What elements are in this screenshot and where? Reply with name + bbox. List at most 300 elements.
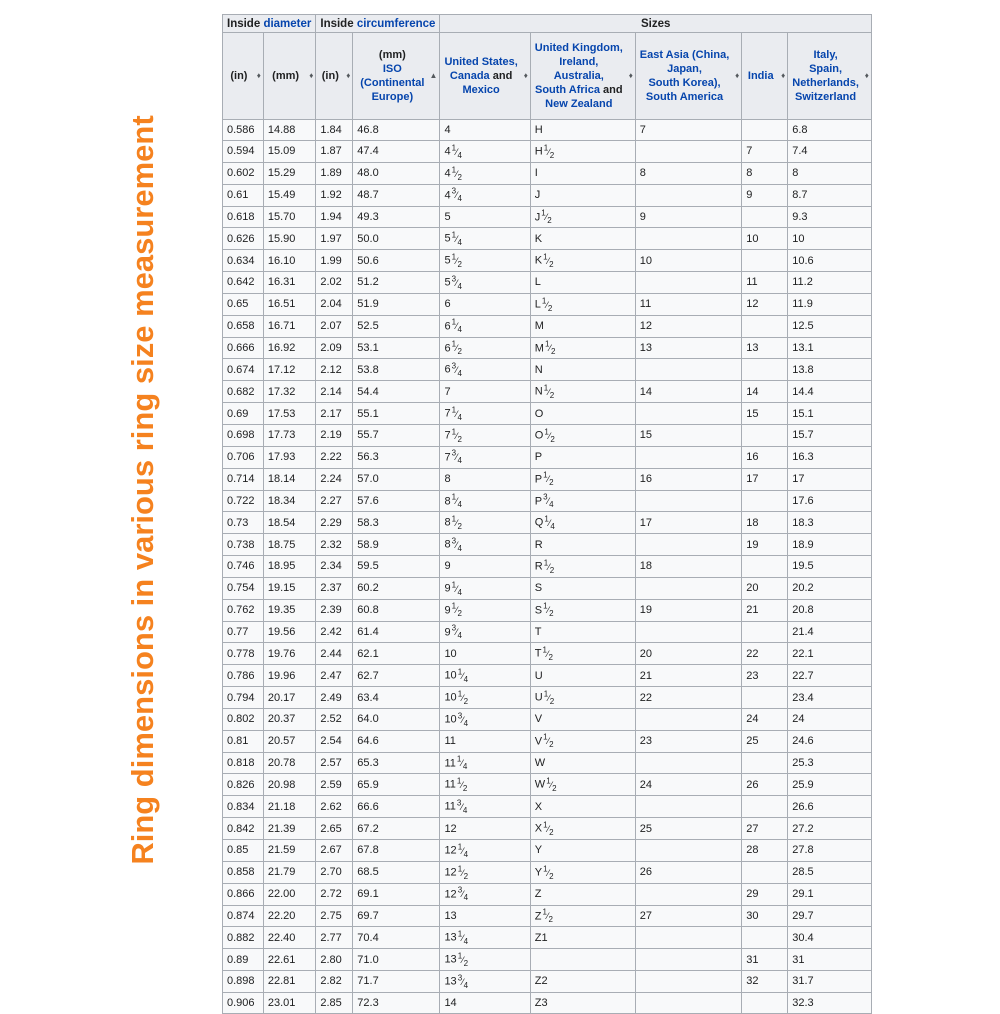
cell: 48.0 (353, 162, 440, 184)
cell: $10^1⁄_4$ (440, 665, 530, 687)
cell: 8 (440, 468, 530, 490)
cell (742, 687, 788, 709)
cell (635, 621, 741, 643)
cell: 2.29 (316, 512, 353, 534)
cell: 0.826 (223, 774, 264, 796)
table-row (223, 315, 872, 337)
cell: 55.7 (353, 424, 440, 446)
cell: 71.7 (353, 971, 440, 993)
column-header-7[interactable] (742, 33, 788, 120)
cell: 13.1 (788, 337, 872, 359)
cell: 67.2 (353, 818, 440, 840)
cell: 26 (635, 861, 741, 883)
cell (742, 206, 788, 228)
table-row (223, 927, 872, 949)
cell: 0.602 (223, 162, 264, 184)
sortable-icon[interactable]: ♦ (309, 71, 314, 80)
cell: 15.1 (788, 403, 872, 425)
cell: 0.81 (223, 730, 264, 752)
cell: 12 (635, 315, 741, 337)
fraction: $^1⁄_4$ (451, 143, 462, 160)
header-link[interactable]: Mexico (462, 84, 500, 96)
cell (635, 403, 741, 425)
cell: 24 (788, 708, 872, 730)
cell: 2.75 (316, 905, 353, 927)
cell: $13^1⁄_4$ (440, 927, 530, 949)
header-link[interactable]: Spain, (809, 63, 843, 75)
fraction: $^1⁄_2$ (543, 820, 554, 837)
cell: 2.19 (316, 424, 353, 446)
cell: 29 (742, 883, 788, 905)
cell: 10 (788, 228, 872, 250)
cell: 18.14 (263, 468, 316, 490)
cell: 2.49 (316, 687, 353, 709)
cell: 22.81 (263, 971, 316, 993)
cell: 11 (742, 272, 788, 294)
header-link[interactable]: United States, (444, 56, 518, 68)
header-link[interactable]: circumference (356, 17, 436, 30)
header-link[interactable]: East Asia (China, (639, 49, 730, 61)
column-header-0[interactable] (223, 33, 264, 120)
cell: 21.4 (788, 621, 872, 643)
table-row (223, 949, 872, 971)
header-line (535, 41, 623, 55)
fraction: $^1⁄_2$ (457, 863, 469, 881)
header-line (640, 62, 729, 76)
cell: 62.1 (353, 643, 440, 665)
cell: 0.618 (223, 206, 264, 228)
sortable-icon[interactable]: ♦ (628, 71, 633, 80)
cell: 0.77 (223, 621, 264, 643)
cell: 62.7 (353, 665, 440, 687)
table-row (223, 577, 872, 599)
cell: 19.76 (263, 643, 316, 665)
cell (635, 141, 741, 163)
cell: 1.92 (316, 184, 353, 206)
cell: Z2 (530, 971, 635, 993)
cell: 2.17 (316, 403, 353, 425)
column-header-3[interactable] (353, 33, 440, 120)
cell: 21.39 (263, 818, 316, 840)
cell: 27.8 (788, 840, 872, 862)
cell: 2.32 (316, 534, 353, 556)
cell: 0.73 (223, 512, 264, 534)
cell: 18 (635, 556, 741, 578)
fraction: $^3⁄_4$ (451, 448, 462, 466)
fraction: $^1⁄_2$ (543, 143, 555, 160)
table-row (223, 162, 872, 184)
cell: 8.7 (788, 184, 872, 206)
cell: 0.674 (223, 359, 264, 381)
cell: 8 (635, 162, 741, 184)
cell: $V^1⁄_2$ (530, 730, 635, 752)
cell: 2.14 (316, 381, 353, 403)
cell: $13^1⁄_2$ (440, 949, 530, 971)
cell: 0.906 (223, 992, 264, 1013)
cell: $Q^1⁄_4$ (530, 512, 635, 534)
header-line (640, 90, 729, 104)
cell: 32 (742, 971, 788, 993)
cell: 7 (635, 120, 741, 141)
header-line (268, 69, 304, 83)
cell: $R^1⁄_2$ (530, 556, 635, 578)
cell (742, 752, 788, 774)
cell: 28.5 (788, 861, 872, 883)
cell (635, 927, 741, 949)
cell: 2.09 (316, 337, 353, 359)
cell: 2.52 (316, 708, 353, 730)
cell: 67.8 (353, 840, 440, 862)
cell: 56.3 (353, 446, 440, 468)
cell: 14.4 (788, 381, 872, 403)
table-row (223, 446, 872, 468)
cell: $9^1⁄_2$ (440, 599, 530, 621)
table-header (223, 15, 872, 120)
cell: 24 (742, 708, 788, 730)
cell: 22.00 (263, 883, 316, 905)
cell: 23 (742, 665, 788, 687)
cell: 2.82 (316, 971, 353, 993)
cell: 21.59 (263, 840, 316, 862)
cell (530, 949, 635, 971)
fraction: $^3⁄_4$ (457, 885, 469, 903)
cell (635, 272, 741, 294)
cell: 16.51 (263, 293, 316, 315)
fraction: $^1⁄_2$ (457, 689, 469, 706)
cell: 2.67 (316, 840, 353, 862)
cell: 0.594 (223, 141, 264, 163)
cell: 9 (440, 556, 530, 578)
cell: 22.40 (263, 927, 316, 949)
cell: $8^1⁄_2$ (440, 512, 530, 534)
cell: 68.5 (353, 861, 440, 883)
table-row (223, 861, 872, 883)
cell: 18.95 (263, 556, 316, 578)
header-link[interactable]: diameter (263, 17, 312, 30)
cell (635, 446, 741, 468)
sortable-icon[interactable]: ♦ (735, 71, 740, 80)
table-row (223, 687, 872, 709)
table-row (223, 534, 872, 556)
cell: $5^3⁄_4$ (440, 272, 530, 294)
header-text: (mm) (272, 70, 300, 82)
header-link[interactable]: South America (645, 91, 724, 103)
sortable-icon[interactable]: ♦ (346, 71, 351, 80)
fraction: $^1⁄_4$ (451, 230, 462, 248)
cell (742, 250, 788, 272)
table-body (223, 120, 872, 1014)
cell: 64.0 (353, 708, 440, 730)
cell: 31 (742, 949, 788, 971)
cell: 2.59 (316, 774, 353, 796)
cell: 2.65 (316, 818, 353, 840)
cell: 19.5 (788, 556, 872, 578)
column-header-1[interactable] (263, 33, 316, 120)
header-link[interactable]: Japan, (667, 63, 702, 75)
header-line (792, 76, 859, 90)
cell: 16.92 (263, 337, 316, 359)
table-row (223, 424, 872, 446)
cell: 28 (742, 840, 788, 862)
fraction: $^1⁄_2$ (451, 514, 462, 532)
cell: 20.57 (263, 730, 316, 752)
cell: 0.586 (223, 120, 264, 141)
table-row (223, 774, 872, 796)
cell: S (530, 577, 635, 599)
cell: $4^3⁄_4$ (440, 184, 530, 206)
cell: 18.75 (263, 534, 316, 556)
cell: 0.818 (223, 752, 264, 774)
cell: 2.07 (316, 315, 353, 337)
cell: T (530, 621, 635, 643)
table-row (223, 512, 872, 534)
cell: $U^1⁄_2$ (530, 687, 635, 709)
cell: K (530, 228, 635, 250)
header-link[interactable]: India (747, 70, 774, 82)
column-header-8[interactable] (788, 33, 872, 120)
cell: 18.3 (788, 512, 872, 534)
header-link[interactable]: South Korea), (648, 77, 721, 89)
cell: $8^1⁄_4$ (440, 490, 530, 512)
cell: $7^3⁄_4$ (440, 446, 530, 468)
cell: $4^1⁄_2$ (440, 162, 530, 184)
cell: 19.96 (263, 665, 316, 687)
fraction: $^1⁄_2$ (542, 907, 553, 925)
cell (742, 927, 788, 949)
cell: 20.8 (788, 599, 872, 621)
cell: 19.56 (263, 621, 316, 643)
sortable-icon[interactable]: ♦ (864, 71, 869, 80)
cell: Z (530, 883, 635, 905)
header-link[interactable]: (Continental (360, 77, 425, 89)
cell: 17.73 (263, 424, 316, 446)
fraction: $^1⁄_2$ (457, 951, 469, 969)
header-line (535, 55, 623, 69)
cell: 10.6 (788, 250, 872, 272)
cell: 0.746 (223, 556, 264, 578)
cell: 55.1 (353, 403, 440, 425)
header-text: and (489, 70, 513, 82)
cell: 32.3 (788, 992, 872, 1013)
cell: 2.44 (316, 643, 353, 665)
cell: 22.7 (788, 665, 872, 687)
cell: 1.94 (316, 206, 353, 228)
cell: $6^1⁄_4$ (440, 315, 530, 337)
cell: 22 (742, 643, 788, 665)
header-link[interactable]: Netherlands, (792, 77, 859, 89)
cell: 17.53 (263, 403, 316, 425)
cell: 0.682 (223, 381, 264, 403)
cell: 23 (635, 730, 741, 752)
cell: J (530, 184, 635, 206)
cell: $12^3⁄_4$ (440, 883, 530, 905)
cell: 0.69 (223, 403, 264, 425)
cell: 0.666 (223, 337, 264, 359)
group-header-inside-diameter (223, 15, 316, 33)
header-text: (in) (230, 70, 248, 82)
cell: 19 (635, 599, 741, 621)
ring-size-table-container (222, 14, 872, 1014)
sortable-icon[interactable]: ♦ (781, 71, 786, 80)
cell: $M^1⁄_2$ (530, 337, 635, 359)
table-row (223, 796, 872, 818)
cell: 22.20 (263, 905, 316, 927)
header-link[interactable]: Canada (449, 70, 490, 82)
cell: 14 (440, 992, 530, 1013)
cell: $W^1⁄_2$ (530, 774, 635, 796)
cell: 17 (788, 468, 872, 490)
cell: 30 (742, 905, 788, 927)
column-header-4[interactable] (440, 33, 530, 120)
cell: 0.898 (223, 971, 264, 993)
cell: $12^1⁄_2$ (440, 861, 530, 883)
header-link[interactable]: Ireland, (559, 56, 599, 68)
cell: 65.3 (353, 752, 440, 774)
fraction: $^1⁄_2$ (541, 208, 552, 226)
header-link[interactable]: Italy, (813, 49, 838, 61)
cell: 72.3 (353, 992, 440, 1013)
header-link[interactable]: United Kingdom, (534, 42, 623, 54)
cell: Z1 (530, 927, 635, 949)
cell: 2.57 (316, 752, 353, 774)
column-header-5[interactable] (530, 33, 635, 120)
header-line (444, 83, 517, 97)
cell: 66.6 (353, 796, 440, 818)
header-link[interactable]: Europe) (371, 91, 414, 103)
cell: $11^3⁄_4$ (440, 796, 530, 818)
cell: 50.0 (353, 228, 440, 250)
cell: 15.29 (263, 162, 316, 184)
cell: 0.762 (223, 599, 264, 621)
header-link[interactable]: New Zealand (545, 98, 613, 110)
cell: 13 (440, 905, 530, 927)
fraction: $^1⁄_4$ (451, 405, 462, 422)
cell: $7^1⁄_4$ (440, 403, 530, 425)
cell: 0.65 (223, 293, 264, 315)
cell: 23.01 (263, 992, 316, 1013)
cell: 23.4 (788, 687, 872, 709)
sort-ascending-icon[interactable]: ▲ (429, 71, 438, 80)
cell: 20 (742, 577, 788, 599)
cell: 2.70 (316, 861, 353, 883)
table-row (223, 556, 872, 578)
cell (742, 315, 788, 337)
column-header-6[interactable] (635, 33, 741, 120)
table-row (223, 665, 872, 687)
cell: 57.0 (353, 468, 440, 490)
cell (635, 490, 741, 512)
cell: 60.8 (353, 599, 440, 621)
header-text: and (599, 84, 623, 96)
cell: 0.626 (223, 228, 264, 250)
cell: 20 (635, 643, 741, 665)
cell (742, 621, 788, 643)
table-row (223, 250, 872, 272)
cell: 15.7 (788, 424, 872, 446)
cell: 25 (635, 818, 741, 840)
cell: 7 (742, 141, 788, 163)
cell (742, 556, 788, 578)
table-row (223, 468, 872, 490)
fraction: $^1⁄_4$ (457, 842, 469, 859)
cell: 11.2 (788, 272, 872, 294)
sortable-icon[interactable]: ♦ (256, 71, 261, 80)
cell: $H^1⁄_2$ (530, 141, 635, 163)
fraction: $^1⁄_2$ (543, 252, 554, 270)
cell: $P^1⁄_2$ (530, 468, 635, 490)
cell: 15.70 (263, 206, 316, 228)
header-line (535, 97, 623, 111)
column-header-2[interactable] (316, 33, 353, 120)
cell (635, 534, 741, 556)
table-row (223, 228, 872, 250)
cell: 21.18 (263, 796, 316, 818)
cell: 13.8 (788, 359, 872, 381)
cell: 11 (635, 293, 741, 315)
cell: $N^1⁄_2$ (530, 381, 635, 403)
cell: P (530, 446, 635, 468)
cell: 20.98 (263, 774, 316, 796)
cell: 0.706 (223, 446, 264, 468)
cell: 8 (742, 162, 788, 184)
cell: 29.1 (788, 883, 872, 905)
header-text: (in) (321, 70, 339, 82)
cell (635, 577, 741, 599)
cell: 49.3 (353, 206, 440, 228)
cell: 20.37 (263, 708, 316, 730)
cell (635, 949, 741, 971)
header-link[interactable]: Switzerland (795, 91, 857, 103)
cell: 13 (742, 337, 788, 359)
table-row (223, 621, 872, 643)
table-row (223, 293, 872, 315)
sortable-icon[interactable]: ♦ (523, 71, 528, 80)
cell: 15.49 (263, 184, 316, 206)
cell: Z3 (530, 992, 635, 1013)
cell: $5^1⁄_2$ (440, 250, 530, 272)
table-row (223, 184, 872, 206)
cell: 46.8 (353, 120, 440, 141)
table-row (223, 905, 872, 927)
cell (635, 796, 741, 818)
cell: 12 (440, 818, 530, 840)
cell: $5^1⁄_4$ (440, 228, 530, 250)
group-header-inside-circumference (316, 15, 440, 33)
cell: 19.35 (263, 599, 316, 621)
cell: 2.85 (316, 992, 353, 1013)
cell: 0.778 (223, 643, 264, 665)
cell: $L^1⁄_2$ (530, 293, 635, 315)
cell: 51.9 (353, 293, 440, 315)
cell: 0.842 (223, 818, 264, 840)
cell (635, 971, 741, 993)
cell: 15 (742, 403, 788, 425)
cell: 17.6 (788, 490, 872, 512)
header-link[interactable]: ISO (382, 63, 402, 75)
cell: 11.9 (788, 293, 872, 315)
cell: 0.658 (223, 315, 264, 337)
cell: $10^1⁄_2$ (440, 687, 530, 709)
fraction: $^3⁄_4$ (451, 361, 462, 379)
cell: 7 (440, 381, 530, 403)
header-link[interactable]: Australia, (553, 70, 604, 82)
table-row (223, 971, 872, 993)
header-link[interactable]: South Africa (534, 84, 600, 96)
header-line (357, 48, 427, 62)
cell: 58.3 (353, 512, 440, 534)
fraction: $^1⁄_2$ (546, 776, 557, 794)
header-line (320, 69, 340, 83)
